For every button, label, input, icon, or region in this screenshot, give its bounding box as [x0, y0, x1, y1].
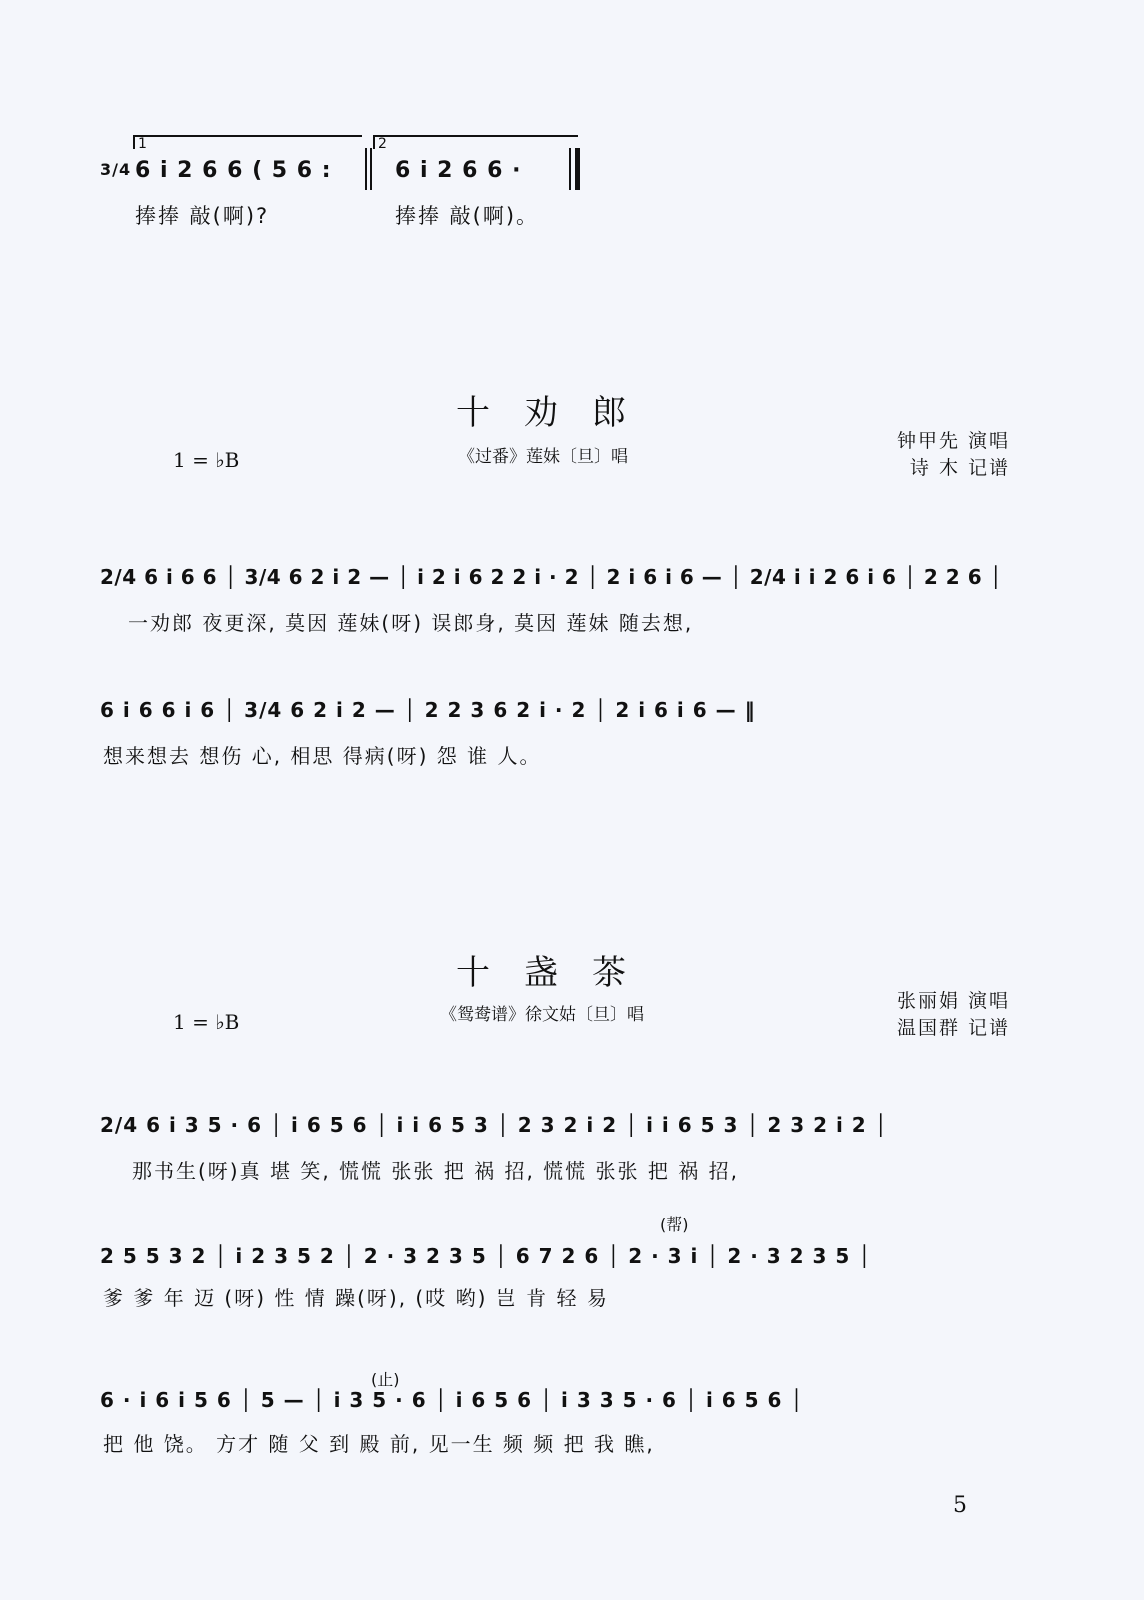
time-signature: 3/4 [100, 160, 132, 179]
lyrics-volta-1: 捧捧 敲(啊)? [135, 204, 270, 228]
recorder-credit: 诗 木 记谱 [909, 457, 1010, 479]
volta-2: 2 [373, 135, 578, 149]
singer-credit: 钟甲先 演唱 [896, 430, 1010, 452]
lyrics-line-2: 想来想去 想伤 心, 相思 得病(呀) 怨 谁 人。 [103, 744, 542, 768]
role-subtitle: 《过番》莲妹〔旦〕唱 [458, 447, 628, 467]
notation-line-1: 2/4 6 i 6 6 │ 3/4 6 2 i 2 — │ i 2 i 6 2 2 i · 2 │ 2 i 6 i 6 — │ 2/4 i i 2 6 i 6 │ 2 2 6 │ [100, 565, 1003, 589]
repeat-barline [365, 148, 367, 190]
notation-line-2: 6 i 6 6 i 6 │ 3/4 6 2 i 2 — │ 2 2 3 6 2 i · 2 │ 2 i 6 i 6 — ‖ [100, 698, 756, 722]
lyrics-line-2: 爹 爹 年 迈 (呀) 性 情 躁(呀), (哎 哟) 岂 肯 轻 易 [103, 1286, 609, 1310]
singer-credit: 张丽娟 演唱 [896, 990, 1010, 1012]
song-title: 十盏茶 [456, 953, 660, 993]
role-subtitle: 《鸳鸯谱》徐文姑〔旦〕唱 [440, 1005, 644, 1025]
zhi-annotation: (止) [371, 1370, 400, 1389]
notation-line-1: 2/4 6 i 3 5 · 6 │ i 6 5 6 │ i i 6 5 3 │ 2 3 2 i 2 │ i i 6 5 3 │ 2 3 2 i 2 │ [100, 1113, 888, 1137]
notes-volta-2: 6 i 2 6 6 · [395, 158, 522, 183]
recorder-credit: 温国群 记谱 [896, 1017, 1010, 1039]
song-title: 十劝郎 [456, 393, 660, 433]
key-signature: 1 = ♭B [173, 448, 240, 472]
credits [860, 428, 1010, 482]
volta-1: 1 [133, 135, 362, 149]
lyrics-line-1: 那书生(呀)真 堪 笑, 慌慌 张张 把 祸 招, 慌慌 张张 把 祸 招, [132, 1159, 739, 1183]
credits [860, 988, 1010, 1042]
lyrics-volta-2: 捧捧 敲(啊)。 [395, 204, 540, 228]
lyrics-line-3: 把 他 饶。 方才 随 父 到 殿 前, 见一生 频 频 把 我 瞧, [103, 1432, 655, 1456]
notation-line-3: 6 · i 6 i 5 6 │ 5 — │ i 3 5 · 6 │ i 6 5 6 │ i 3 3 5 · 6 │ i 6 5 6 │ [100, 1388, 804, 1412]
final-barline [575, 148, 580, 190]
lyrics-line-1: 一劝郎 夜更深, 莫因 莲妹(呀) 误郎身, 莫因 莲妹 随去想, [128, 611, 694, 635]
notation-line-2: 2 5 5 3 2 │ i 2 3 5 2 │ 2 · 3 2 3 5 │ 6 7 2 6 │ 2 · 3 i │ 2 · 3 2 3 5 │ [100, 1244, 872, 1268]
page-number: 5 [953, 1493, 967, 1518]
bang-annotation: (帮) [660, 1215, 689, 1234]
notes-volta-1: 6 i 2 6 6 ( 5 6 : [135, 158, 332, 183]
key-signature: 1 = ♭B [173, 1010, 240, 1034]
